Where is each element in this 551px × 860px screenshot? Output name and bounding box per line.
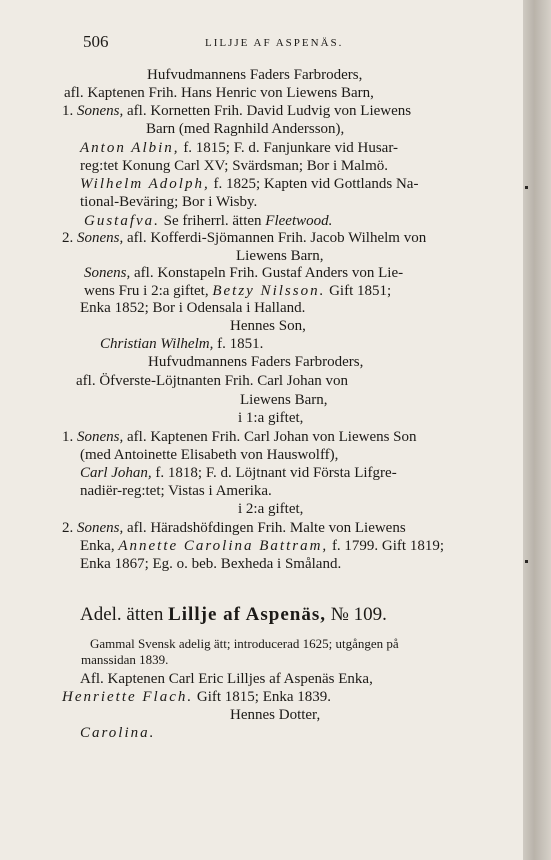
emphasized-name: Wilhelm Adolph,: [80, 176, 210, 192]
heading-family-name: Lillje af Aspenäs,: [168, 604, 326, 625]
emphasized-name: Betzy Nilsson.: [212, 283, 326, 299]
heading-prefix: Adel. ätten: [80, 604, 169, 625]
book-spine: [523, 0, 551, 860]
text-line: [80, 175, 418, 193]
emphasized-name: Anton Albin,: [80, 140, 180, 156]
emphasized-name: Gustafva.: [84, 213, 160, 229]
page-number: 506: [83, 32, 109, 51]
emphasized-name: Sonens,: [77, 429, 124, 445]
text-line: [80, 464, 397, 482]
spine-mark: [525, 186, 528, 189]
emphasized-name: Annette Carolina Battram,: [118, 538, 329, 554]
text-line: [84, 282, 391, 300]
text-line: [62, 428, 417, 446]
text-segment: afl. Konstapeln Frih. Gustaf Anders von Lie-: [130, 265, 404, 281]
text-line: Hennes Dotter,: [230, 707, 321, 723]
text-line: Hufvudmannens Faders Farbroders,: [147, 67, 363, 83]
text-segment: 1.: [62, 429, 77, 445]
emphasized-name: Sonens,: [84, 265, 131, 281]
emphasized-name: Christian Wilhelm,: [100, 336, 214, 352]
text-line: Hennes Son,: [230, 318, 306, 334]
text-segment: Enka,: [80, 538, 119, 554]
text-line: [80, 139, 398, 157]
text-line: tional-Beväring; Bor i Wisby.: [80, 194, 258, 210]
text-segment: afl. Kornetten Frih. David Ludvig von Liewens: [123, 103, 412, 119]
emphasized-name: Sonens,: [77, 520, 124, 536]
text-line: i 1:a giftet,: [238, 410, 304, 426]
emphasized-name: Sonens,: [77, 230, 124, 246]
emphasized-name: Fleetwood.: [265, 213, 333, 229]
running-title: LILJJE AF ASPENÄS.: [205, 37, 344, 49]
text-line: Liewens Barn,: [236, 248, 324, 264]
text-segment: afl. Kofferdi-Sjömannen Frih. Jacob Wilhelm von: [123, 230, 427, 246]
text-segment: f. 1851.: [213, 336, 264, 352]
text-line: Afl. Kaptenen Carl Eric Lilljes af Aspenäs Enka,: [80, 671, 373, 687]
section-description-line: manssidan 1839.: [81, 652, 169, 667]
text-line: Barn (med Ragnhild Andersson),: [146, 121, 345, 137]
spine-mark: [525, 560, 528, 563]
text-line: Liewens Barn,: [240, 392, 328, 408]
text-segment: 2.: [62, 230, 77, 246]
text-line: [84, 212, 332, 230]
text-line: [100, 335, 263, 353]
text-line: [62, 229, 426, 247]
emphasized-name: Sonens,: [77, 103, 124, 119]
text-line: afl. Kaptenen Frih. Hans Henric von Liewens Barn,: [64, 85, 374, 101]
text-segment: afl. Kaptenen Frih. Carl Johan von Liewens Son: [123, 429, 417, 445]
text-segment: f. 1815; F. d. Fanjunkare vid Husar-: [179, 140, 399, 156]
text-segment: Se friherrl. ätten: [159, 213, 266, 229]
text-line: Enka 1867; Eg. o. beb. Bexheda i Småland.: [80, 556, 342, 572]
text-line: afl. Öfverste-Löjtnanten Frih. Carl Johan von: [76, 373, 349, 389]
text-line: Hufvudmannens Faders Farbroders,: [148, 354, 364, 370]
text-line: [62, 102, 411, 120]
text-segment: f. 1818; F. d. Löjtnant vid Första Lifgre-: [151, 465, 397, 481]
text-line: i 2:a giftet,: [238, 501, 304, 517]
section-description-line: Gammal Svensk adelig ätt; introducerad 1625; utgången på: [90, 636, 399, 651]
text-line: Enka 1852; Bor i Odensala i Halland.: [80, 300, 306, 316]
text-segment: Gift 1815; Enka 1839.: [193, 689, 332, 705]
section-heading: [80, 604, 387, 626]
text-line: (med Antoinette Elisabeth von Hauswolff),: [80, 447, 339, 463]
emphasized-name: Carl Johan,: [80, 465, 152, 481]
text-line: [80, 724, 155, 742]
text-segment: wens Fru i 2:a giftet,: [84, 283, 213, 299]
emphasized-name: Henriette Flach.: [62, 689, 194, 705]
text-segment: 1.: [62, 103, 77, 119]
text-line: nadiër-reg:tet; Vistas i Amerika.: [80, 483, 272, 499]
text-segment: 2.: [62, 520, 77, 536]
text-line: reg:tet Konung Carl XV; Svärdsman; Bor i Malmö.: [80, 158, 389, 174]
emphasized-name: Carolina.: [80, 725, 156, 741]
text-segment: afl. Häradshöfdingen Frih. Malte von Liewens: [123, 520, 406, 536]
text-line: [80, 537, 444, 555]
text-segment: f. 1825; Kapten vid Gottlands Na-: [209, 176, 419, 192]
text-line: [62, 519, 406, 537]
text-segment: Gift 1851;: [325, 283, 392, 299]
text-line: [84, 264, 403, 282]
text-segment: f. 1799. Gift 1819;: [328, 538, 445, 554]
heading-number: № 109.: [330, 604, 387, 625]
text-line: [62, 688, 331, 706]
